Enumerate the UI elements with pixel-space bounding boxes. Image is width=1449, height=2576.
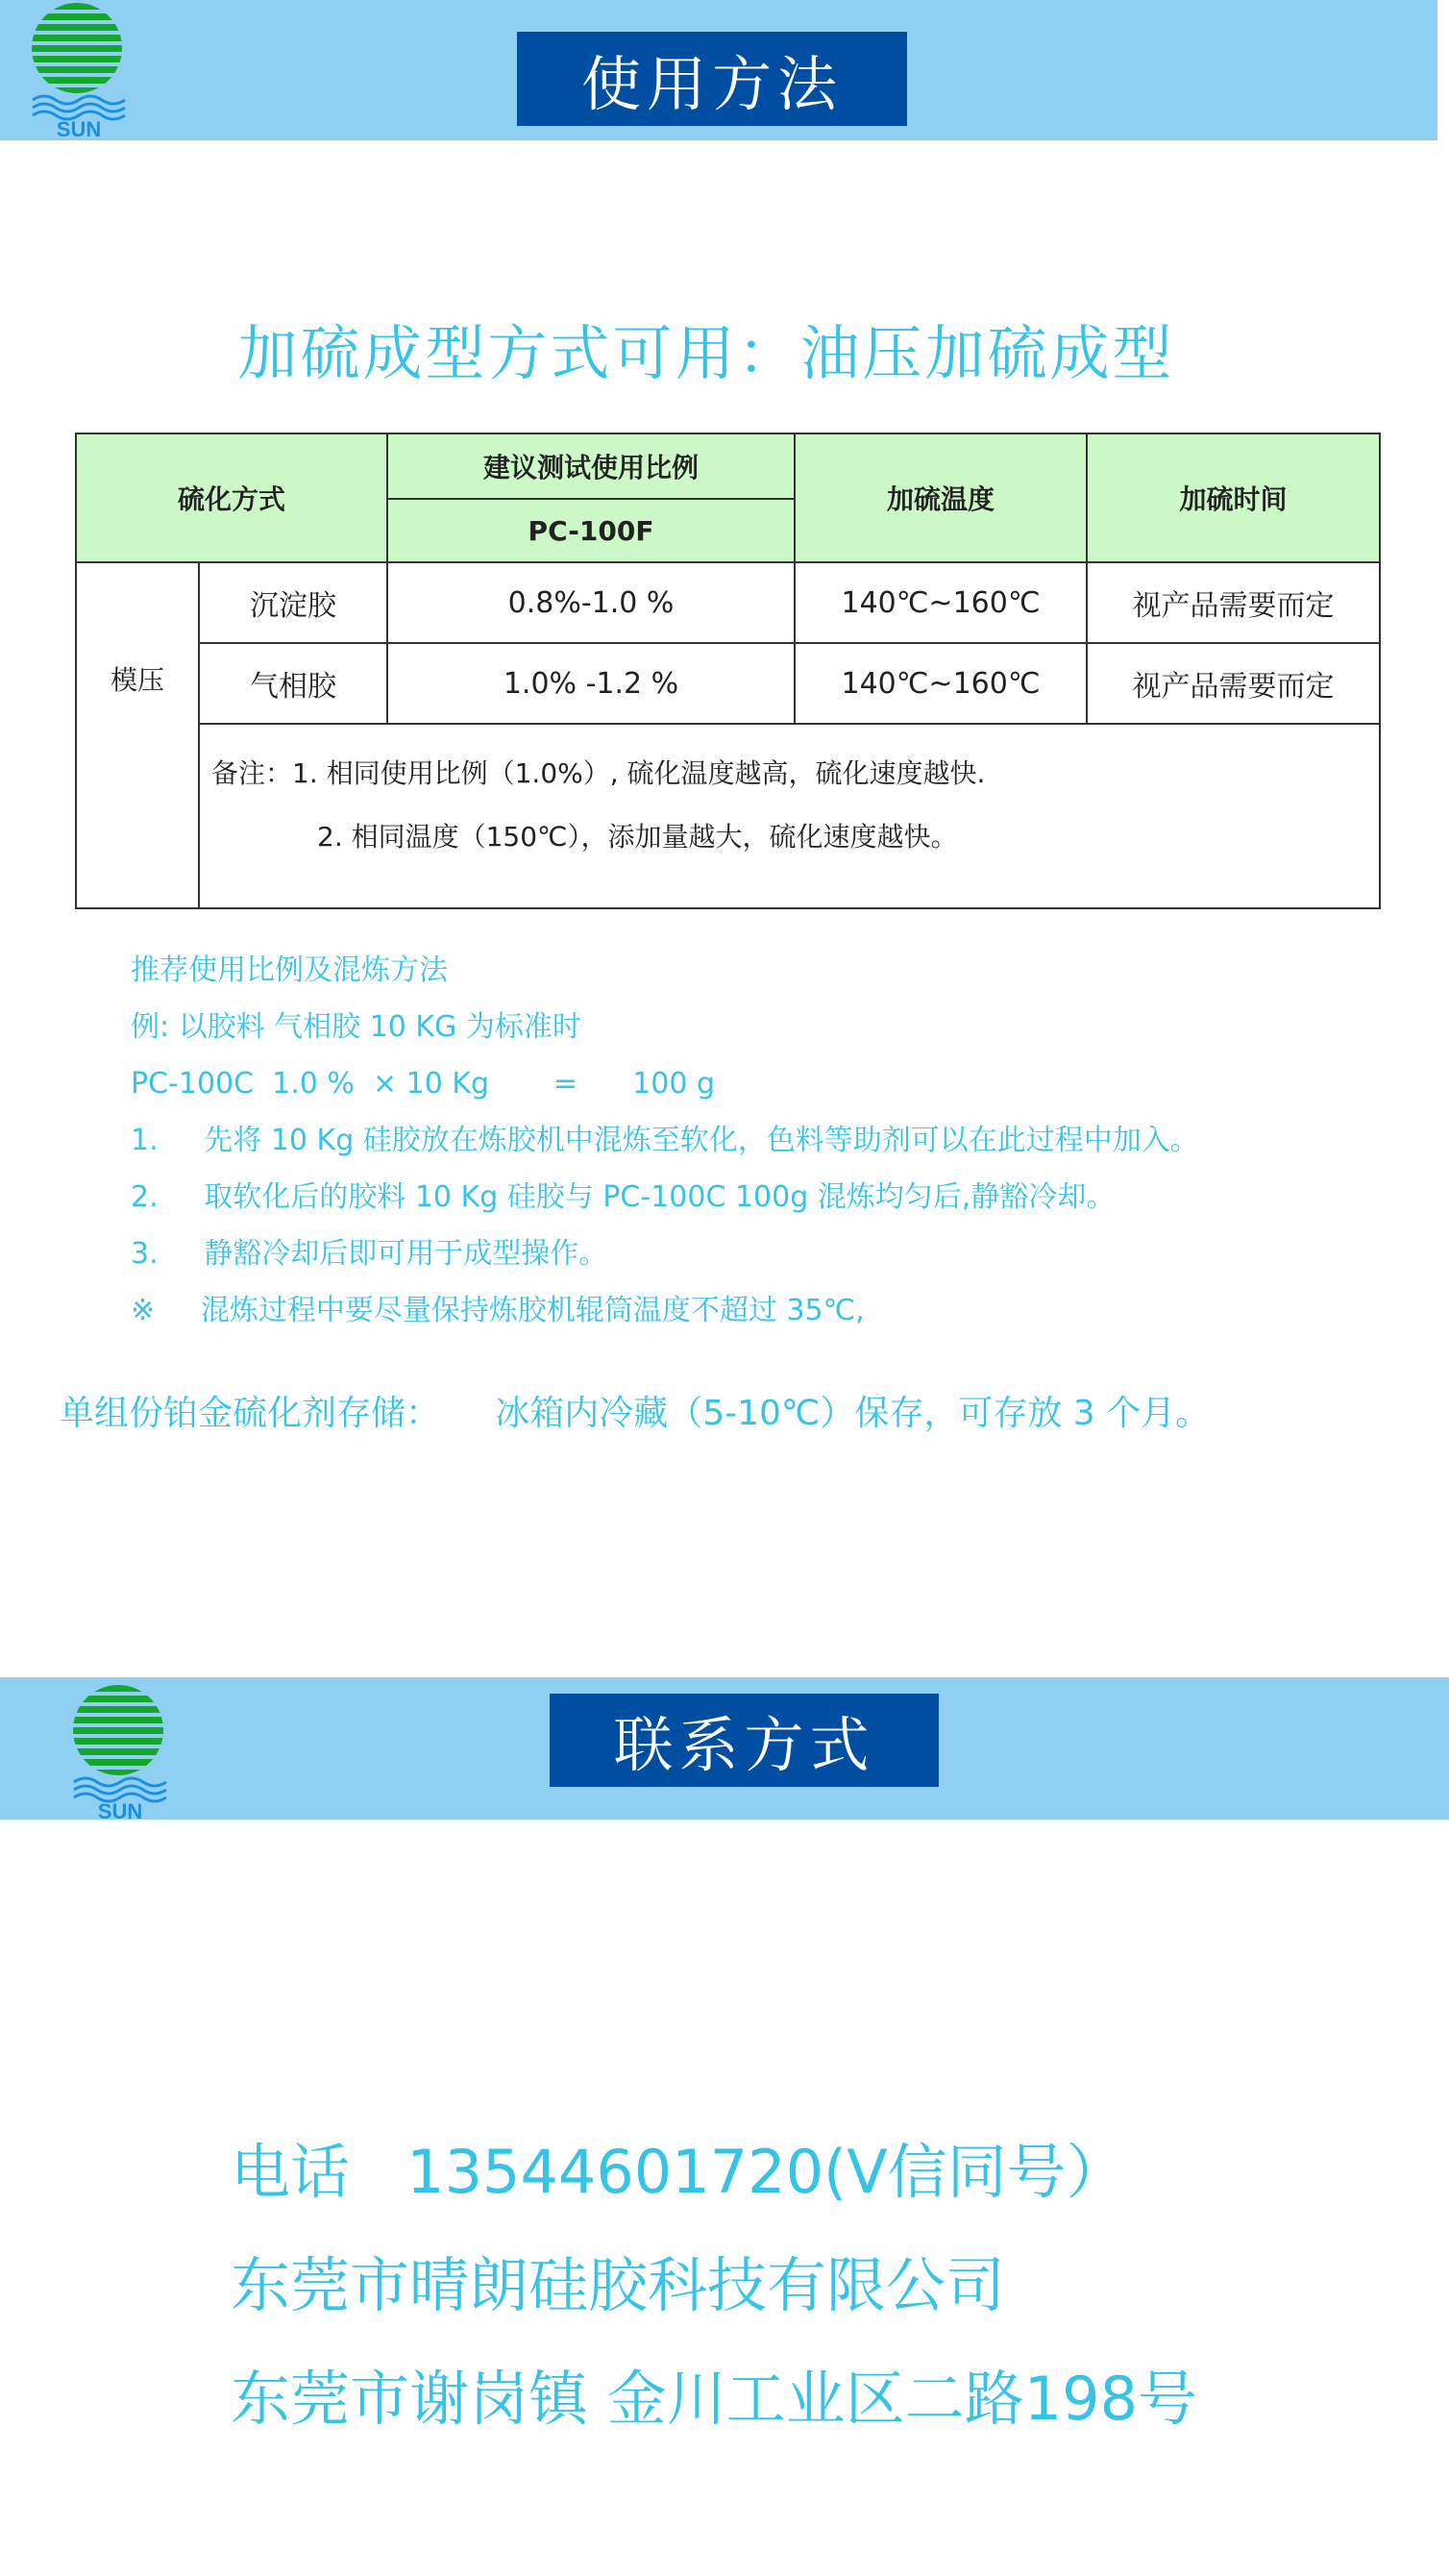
instruction-line: 1. 先将 10 Kg 硅胶放在炼胶机中混炼至软化，色料等助剂可以在此过程中加入。 — [131, 1124, 1199, 1157]
section-title-usage: 使用方法 — [517, 32, 907, 126]
header-method: 硫化方式 — [76, 433, 387, 562]
storage-note: 单组份铂金硫化剂存储： 冰箱内冷藏（5-10℃）保存，可存放 3 个月。 — [60, 1394, 1211, 1433]
header-ratio: 建议测试使用比例 — [387, 433, 795, 499]
contact-address: 东莞市谢岗镇 金川工业区二路198号 — [231, 2364, 1198, 2434]
instruction-line: 2. 取软化后的胶料 10 Kg 硅胶与 PC-100C 100g 混炼均匀后,静豁冷却。 — [131, 1180, 1116, 1214]
logo-text: SUN — [56, 117, 102, 140]
table-row — [76, 562, 1380, 643]
contact-phone: 电话 13544601720(V信同号） — [231, 2137, 1126, 2207]
sun-waves-logo-icon — [67, 1682, 173, 1822]
note-line: 备注：1. 相同使用比例（1.0%）, 硫化温度越高，硫化速度越快. — [211, 757, 986, 789]
instruction-line: ※ 混炼过程中要尽量保持炼胶机辊筒温度不超过 35℃, — [131, 1294, 865, 1327]
rubber-type: 沉淀胶 — [199, 562, 387, 643]
vulcanization-spec-table — [75, 433, 1381, 909]
mixing-instructions — [131, 942, 1199, 1339]
section-title-contact: 联系方式 — [550, 1694, 939, 1787]
group-label: 模压 — [76, 562, 199, 908]
header-product: PC-100F — [387, 499, 795, 562]
temperature-value: 140℃~160℃ — [795, 562, 1087, 643]
time-value: 视产品需要而定 — [1087, 562, 1380, 643]
ratio-value: 1.0% -1.2 % — [387, 643, 795, 724]
contact-company: 东莞市晴朗硅胶科技有限公司 — [231, 2250, 1006, 2320]
table-row — [76, 643, 1380, 724]
notes-row — [76, 724, 1380, 908]
temperature-value: 140℃~160℃ — [795, 643, 1087, 724]
header-time: 加硫时间 — [1087, 433, 1380, 562]
rubber-type: 气相胶 — [199, 643, 387, 724]
instruction-line: PC-100C 1.0 % × 10 Kg = 100 g — [131, 1067, 716, 1101]
sun-waves-logo-icon — [27, 0, 131, 140]
notes-cell — [199, 724, 1380, 908]
header-temperature: 加硫温度 — [795, 433, 1087, 562]
vulcanization-headline: 加硫成型方式可用：油压加硫成型 — [237, 318, 1175, 388]
instruction-line: 例: 以胶料 气相胶 10 KG 为标准时 — [131, 1010, 581, 1044]
logo-text: SUN — [97, 1799, 143, 1822]
note-line: 2. 相同温度（150℃），添加量越大，硫化速度越快。 — [317, 821, 958, 853]
instruction-line: 推荐使用比例及混炼方法 — [131, 954, 448, 987]
instruction-line: 3. 静豁冷却后即可用于成型操作。 — [131, 1237, 608, 1271]
ratio-value: 0.8%-1.0 % — [387, 562, 795, 643]
time-value: 视产品需要而定 — [1087, 643, 1380, 724]
